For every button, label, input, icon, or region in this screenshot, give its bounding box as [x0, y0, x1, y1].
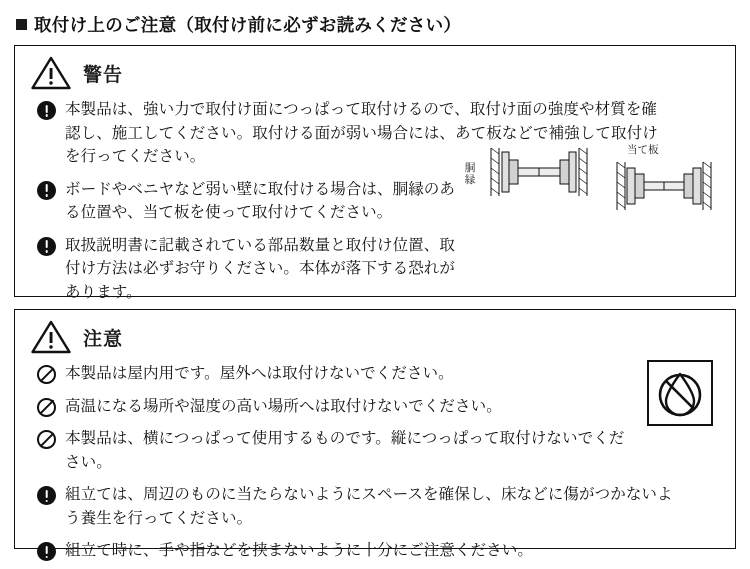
list-item-text: 高温になる場所や湿度の高い場所へは取付けないでください。: [65, 397, 502, 415]
warning-header: [15, 46, 735, 92]
list-item-text: 組立ては、周辺のものに当たらないようにスペースを確保し、床などに傷がつかないよう養生を行ってください。: [65, 486, 673, 527]
bullet-square-icon: [16, 19, 27, 30]
warning-section: [14, 45, 736, 301]
prohibition-icon: [37, 430, 56, 449]
exclamation-icon: [37, 542, 56, 561]
doubuchi-caption: 胴縁: [464, 162, 476, 187]
exclamation-icon: [37, 237, 56, 256]
list-item: [37, 362, 721, 386]
prohibition-icon: [37, 398, 56, 417]
list-item: [37, 427, 721, 474]
list-item: [37, 539, 721, 563]
exclamation-icon: [37, 181, 56, 200]
ateita-caption: 当て板: [627, 144, 659, 156]
list-item: [37, 395, 721, 419]
ateita-diagram: [613, 146, 717, 217]
list-item: [37, 234, 721, 305]
caution-item-list: [15, 356, 735, 563]
mounting-diagrams: [464, 144, 717, 217]
warning-triangle-icon: [31, 56, 71, 90]
caution-heading: 注意: [83, 328, 124, 350]
exclamation-icon: [37, 101, 56, 120]
warning-triangle-icon: [31, 320, 71, 354]
page-title-text: 取付け上のご注意（取付け前に必ずお読みください）: [34, 15, 462, 35]
page-title: [14, 10, 736, 45]
list-item-text: 本製品は屋内用です。屋外へは取付けないでください。: [65, 365, 454, 382]
list-item-text: 本製品は、横につっぱって使用するものです。縦につっぱって取付けないでください。: [65, 430, 625, 471]
list-item: [37, 483, 721, 530]
caution-section: [14, 309, 736, 560]
warning-heading: 警告: [83, 64, 124, 86]
exclamation-icon: [37, 486, 56, 505]
prohibition-icon: [37, 365, 56, 384]
doubuchi-diagram: [464, 146, 595, 203]
list-item-text: 本製品は、強い力で取付け面につっぱって取付けるので、取付け面の強度や材質を確認し、施工してください。取付ける面が弱い場合には、あて板などで補強して取付けを行ってください。: [65, 101, 658, 166]
list-item-text: 組立て時に、手や指などを挟まないように十分にご注意ください。: [65, 542, 534, 560]
no-water-icon: [647, 360, 713, 426]
list-item-text: ボードやベニヤなど弱い壁に取付ける場合は、胴縁のある位置や、当て板を使って取付けてください。: [65, 180, 456, 222]
caution-header: [15, 310, 735, 356]
list-item-text: 取扱説明書に記載されている部品数量と取付け位置、取付け方法は必ずお守りください。本体が落下する恐れがあります。: [65, 236, 456, 301]
